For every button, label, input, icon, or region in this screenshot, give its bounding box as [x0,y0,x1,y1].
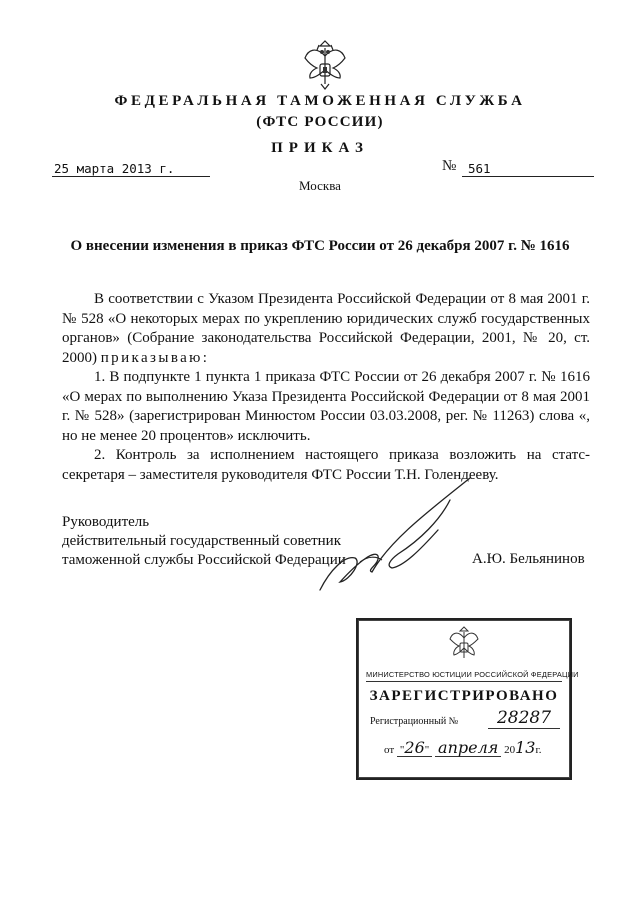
coat-of-arms-icon [302,40,348,90]
item-2: 2. Контроль за исполнением настоящего приказа возложить на статс-секретаря – заместителя руководителя ФТС России Т.Н. Голендееву. [62,447,590,483]
document-type: ПРИКАЗ [271,140,369,156]
order-date: 25 марта 2013 г. [52,161,210,177]
stamp-reg-number: 28287 [488,708,560,729]
stamp-status: ЗАРЕГИСТРИРОВАНО [369,688,559,704]
signer-title-line-2: действительный государственный советник [62,533,342,549]
stamp-date-suffix: г. [535,744,542,756]
agency-name: ФЕДЕРАЛЬНАЯ ТАМОЖЕННАЯ СЛУЖБА [114,93,526,109]
order-number-label: № [442,158,457,174]
stamp-date: от "26" апреля 2013г. [384,738,542,757]
signer-title-line-3: таможенной службы Российской Федерации [62,552,346,568]
order-subject: О внесении изменения в приказ ФТС России от 26 декабря 2007 г. № 1616 [70,238,570,254]
handwritten-signature [300,470,510,600]
stamp-date-month: апреля [438,738,499,757]
item-1: 1. В подпункте 1 пункта 1 приказа ФТС России от 26 декабря 2007 г. № 1616 «О мерах по выполнению Указа Президента Российской Федерации от 8 мая 2001 г. № 528» (зарегистрирован Минюстом России 03.03.2008, рег. № 11263) слова «, но не менее 20 процентов» исключить. [62,369,590,444]
stamp-date-year-prefix: 20 [504,744,516,756]
intro-text: В соответствии с Указом Президента Российской Федерации от 8 мая 2001 г. № 528 «О некоторых мерах по укреплению юридических служб государственных органов» (Собрание законодательства Российской Федерации, 2001, № 20, ст. 2000) [62,291,590,366]
order-number: 561 [462,161,594,177]
stamp-ministry: МИНИСТЕРСТВО ЮСТИЦИИ РОССИЙСКОЙ ФЕДЕРАЦИИ [366,670,562,682]
order-body [62,290,590,485]
signer-name: А.Ю. Бельянинов [472,551,585,567]
stamp-emblem-icon [446,626,482,662]
agency-short-name: (ФТС РОССИИ) [256,114,384,130]
stamp-date-day: 26 [404,738,425,757]
stamp-date-prefix: от [384,744,395,756]
stamp-reg-label: Регистрационный № [370,716,459,727]
registration-stamp [356,618,579,780]
intro-command: приказываю: [100,349,210,366]
signer-title-line-1: Руководитель [62,514,150,530]
intro-paragraph [62,290,590,368]
stamp-date-year: 13 [515,738,536,757]
order-city: Москва [299,178,341,193]
